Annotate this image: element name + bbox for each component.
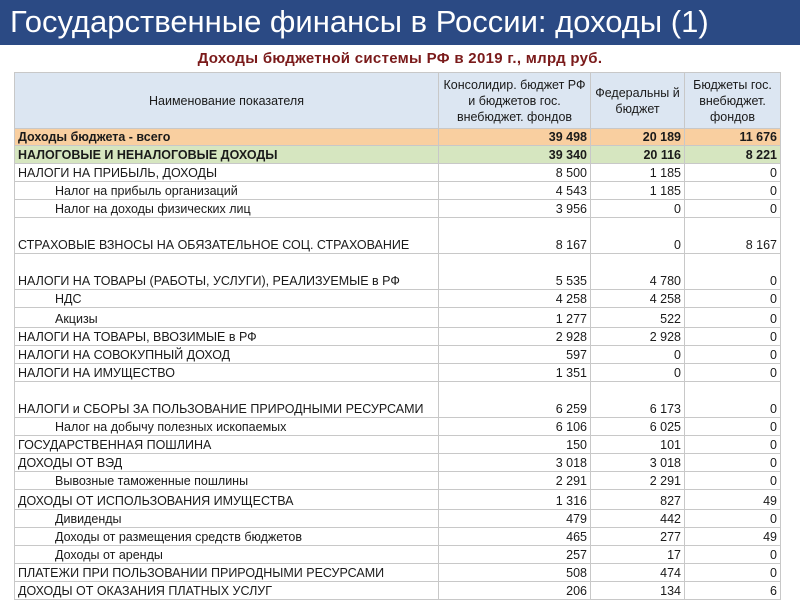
value-funds: 6 [685, 582, 781, 600]
value-funds: 8 167 [685, 218, 781, 254]
row-name: Налог на доходы физических лиц [15, 200, 439, 218]
row-name: НАЛОГИ НА ПРИБЫЛЬ, ДОХОДЫ [15, 164, 439, 182]
value-consolidated: 8 500 [439, 164, 591, 182]
value-federal: 17 [591, 546, 685, 564]
value-funds: 0 [685, 164, 781, 182]
table-row [15, 418, 781, 436]
column-header-federal: Федеральны й бюджет [591, 73, 685, 129]
row-name: ДОХОДЫ ОТ ОКАЗАНИЯ ПЛАТНЫХ УСЛУГ [15, 582, 439, 600]
slide-header [0, 0, 800, 45]
value-consolidated: 6 259 [439, 382, 591, 418]
table-row [15, 564, 781, 582]
row-name: ГОСУДАРСТВЕННАЯ ПОШЛИНА [15, 436, 439, 454]
table-row [15, 129, 781, 146]
value-funds: 11 676 [685, 129, 781, 146]
table-row [15, 490, 781, 510]
value-funds: 0 [685, 436, 781, 454]
column-header-name: Наименование показателя [15, 73, 439, 129]
value-funds: 0 [685, 382, 781, 418]
value-funds: 0 [685, 200, 781, 218]
table-row [15, 200, 781, 218]
table-header-row [15, 73, 781, 129]
value-consolidated: 479 [439, 510, 591, 528]
value-federal: 0 [591, 218, 685, 254]
value-funds: 0 [685, 254, 781, 290]
value-federal: 0 [591, 364, 685, 382]
value-federal: 3 018 [591, 454, 685, 472]
row-name: НДС [15, 290, 439, 308]
row-name: ПЛАТЕЖИ ПРИ ПОЛЬЗОВАНИИ ПРИРОДНЫМИ РЕСУРСАМИ [15, 564, 439, 582]
row-name: НАЛОГОВЫЕ И НЕНАЛОГОВЫЕ ДОХОДЫ [15, 146, 439, 164]
value-federal: 101 [591, 436, 685, 454]
row-name: НАЛОГИ НА ТОВАРЫ (РАБОТЫ, УСЛУГИ), РЕАЛИЗУЕМЫЕ в РФ [15, 254, 439, 290]
table-row [15, 454, 781, 472]
row-name: Доходы от аренды [15, 546, 439, 564]
value-federal: 4 258 [591, 290, 685, 308]
value-consolidated: 597 [439, 346, 591, 364]
table-row [15, 290, 781, 308]
value-federal: 4 780 [591, 254, 685, 290]
table-row [15, 546, 781, 564]
value-consolidated: 5 535 [439, 254, 591, 290]
value-funds: 0 [685, 290, 781, 308]
value-funds: 0 [685, 418, 781, 436]
row-name: Вывозные таможенные пошлины [15, 472, 439, 490]
table-row [15, 308, 781, 328]
value-consolidated: 1 351 [439, 364, 591, 382]
value-federal: 6 025 [591, 418, 685, 436]
slide-title: Государственные финансы в России: доходы (1) [10, 4, 709, 39]
value-consolidated: 3 956 [439, 200, 591, 218]
value-consolidated: 6 106 [439, 418, 591, 436]
row-name: НАЛОГИ НА СОВОКУПНЫЙ ДОХОД [15, 346, 439, 364]
value-consolidated: 2 928 [439, 328, 591, 346]
value-federal: 522 [591, 308, 685, 328]
table-row [15, 182, 781, 200]
row-name: Налог на добычу полезных ископаемых [15, 418, 439, 436]
value-federal: 20 116 [591, 146, 685, 164]
value-funds: 0 [685, 308, 781, 328]
value-funds: 0 [685, 328, 781, 346]
table-row [15, 510, 781, 528]
revenue-table [14, 72, 781, 600]
value-funds: 49 [685, 528, 781, 546]
value-federal: 2 928 [591, 328, 685, 346]
value-federal: 134 [591, 582, 685, 600]
row-name: Налог на прибыль организаций [15, 182, 439, 200]
table-row [15, 164, 781, 182]
table-row [15, 346, 781, 364]
value-federal: 6 173 [591, 382, 685, 418]
value-funds: 49 [685, 490, 781, 510]
value-consolidated: 257 [439, 546, 591, 564]
table-row [15, 218, 781, 254]
row-name: ДОХОДЫ ОТ ВЭД [15, 454, 439, 472]
value-funds: 0 [685, 454, 781, 472]
value-funds: 0 [685, 510, 781, 528]
value-consolidated: 150 [439, 436, 591, 454]
row-name: СТРАХОВЫЕ ВЗНОСЫ НА ОБЯЗАТЕЛЬНОЕ СОЦ. СТРАХОВАНИЕ [15, 218, 439, 254]
value-federal: 277 [591, 528, 685, 546]
row-name: НАЛОГИ НА ТОВАРЫ, ВВОЗИМЫЕ в РФ [15, 328, 439, 346]
table-row [15, 146, 781, 164]
value-federal: 0 [591, 346, 685, 364]
table-row [15, 528, 781, 546]
table-body [15, 129, 781, 600]
row-name: Доходы от размещения средств бюджетов [15, 528, 439, 546]
value-federal: 474 [591, 564, 685, 582]
value-funds: 0 [685, 364, 781, 382]
row-name: НАЛОГИ НА ИМУЩЕСТВО [15, 364, 439, 382]
table-title: Доходы бюджетной системы РФ в 2019 г., млрд руб. [197, 50, 603, 67]
value-funds: 0 [685, 564, 781, 582]
value-federal: 1 185 [591, 182, 685, 200]
table-row [15, 472, 781, 490]
row-name: ДОХОДЫ ОТ ИСПОЛЬЗОВАНИЯ ИМУЩЕСТВА [15, 490, 439, 510]
value-consolidated: 2 291 [439, 472, 591, 490]
value-consolidated: 4 543 [439, 182, 591, 200]
value-funds: 0 [685, 346, 781, 364]
value-consolidated: 206 [439, 582, 591, 600]
value-funds: 0 [685, 472, 781, 490]
value-consolidated: 39 340 [439, 146, 591, 164]
value-federal: 20 189 [591, 129, 685, 146]
row-name: Дивиденды [15, 510, 439, 528]
value-funds: 0 [685, 546, 781, 564]
value-consolidated: 4 258 [439, 290, 591, 308]
value-consolidated: 465 [439, 528, 591, 546]
value-consolidated: 3 018 [439, 454, 591, 472]
value-federal: 1 185 [591, 164, 685, 182]
value-funds: 0 [685, 182, 781, 200]
row-name: Доходы бюджета - всего [15, 129, 439, 146]
value-federal: 2 291 [591, 472, 685, 490]
table-row [15, 254, 781, 290]
table-row [15, 436, 781, 454]
row-name: Акцизы [15, 308, 439, 328]
value-consolidated: 39 498 [439, 129, 591, 146]
value-consolidated: 1 316 [439, 490, 591, 510]
value-consolidated: 1 277 [439, 308, 591, 328]
value-federal: 0 [591, 200, 685, 218]
table-row [15, 364, 781, 382]
table-row [15, 382, 781, 418]
value-federal: 442 [591, 510, 685, 528]
table-row [15, 328, 781, 346]
value-federal: 827 [591, 490, 685, 510]
column-header-consolidated: Консолидир. бюджет РФ и бюджетов гос. внебюджет. фондов [439, 73, 591, 129]
value-consolidated: 508 [439, 564, 591, 582]
value-funds: 8 221 [685, 146, 781, 164]
value-consolidated: 8 167 [439, 218, 591, 254]
column-header-funds: Бюджеты гос. внебюджет. фондов [685, 73, 781, 129]
row-name: НАЛОГИ и СБОРЫ ЗА ПОЛЬЗОВАНИЕ ПРИРОДНЫМИ РЕСУРСАМИ [15, 382, 439, 418]
table-row [15, 582, 781, 600]
